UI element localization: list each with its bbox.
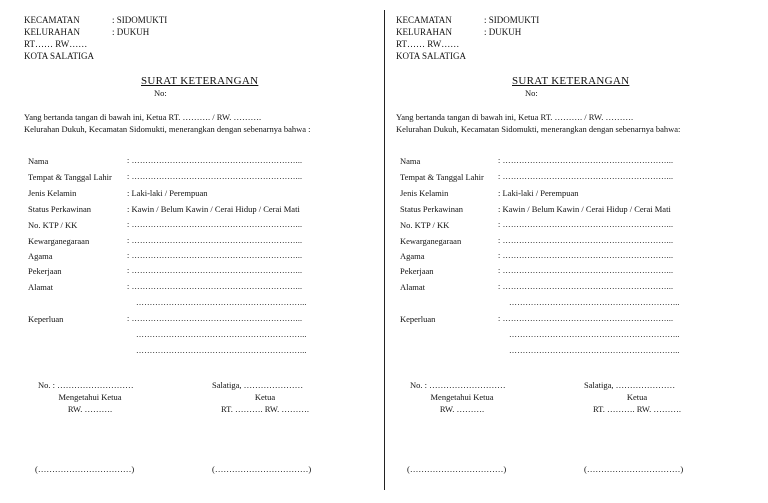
field-label-alamat: Alamat [400, 282, 426, 292]
field-value-alamat: : ……………………………………………………... [498, 282, 674, 291]
document-number: No: [525, 88, 538, 98]
signature-right-name: (……………………………) [212, 464, 312, 474]
intro-line-1: Yang bertanda tangan di bawah ini, Ketua RT. ………. / RW. ………. [396, 112, 634, 122]
field-value-keperluan-line-3: ……………………………………………………... [509, 346, 680, 355]
document-page-right [385, 0, 768, 503]
field-label-status: Status Perkawinan [400, 204, 464, 214]
kelurahan-value: : DUKUH [112, 27, 150, 37]
rt-rw-line: RT…… RW…… [396, 39, 460, 49]
kota-label: KOTA SALATIGA [396, 51, 467, 61]
signature-right-rt-rw: RT. ………. RW. ………. [220, 404, 310, 414]
field-value-ktp: : ……………………………………………………... [127, 220, 303, 229]
rt-rw-line: RT…… RW…… [24, 39, 88, 49]
field-label-jenis-kelamin: Jenis Kelamin [28, 188, 77, 198]
kelurahan-value: : DUKUH [484, 27, 522, 37]
signature-right-title: Ketua [626, 392, 648, 402]
kecamatan-value: : SIDOMUKTI [112, 15, 168, 25]
field-value-jenis-kelamin: : Laki-laki / Perempuan [127, 188, 208, 198]
field-value-agama: : ……………………………………………………... [498, 251, 674, 260]
kota-label: KOTA SALATIGA [24, 51, 95, 61]
field-value-pekerjaan: : ……………………………………………………... [498, 266, 674, 275]
field-value-alamat: : ……………………………………………………... [127, 282, 303, 291]
field-value-keperluan-line-3: ……………………………………………………... [136, 346, 307, 355]
field-label-pekerjaan: Pekerjaan [28, 266, 62, 276]
kecamatan-value: : SIDOMUKTI [484, 15, 540, 25]
field-label-keperluan: Keperluan [28, 314, 64, 324]
intro-line-1: Yang bertanda tangan di bawah ini, Ketua RT. ………. / RW. ………. [24, 112, 262, 122]
document-number: No: [154, 88, 167, 98]
field-value-jenis-kelamin: : Laki-laki / Perempuan [498, 188, 579, 198]
field-label-ttl: Tempat & Tanggal Lahir [400, 172, 484, 182]
field-value-nama: : ……………………………………………………... [127, 156, 303, 165]
field-value-status: : Kawin / Belum Kawin / Cerai Hidup / Cerai Mati [498, 204, 671, 214]
kelurahan-label: KELURAHAN [396, 27, 452, 37]
intro-line-2: Kelurahan Dukuh, Kecamatan Sidomukti, menerangkan dengan sebenarnya bahwa : [24, 124, 311, 134]
field-label-ttl: Tempat & Tanggal Lahir [28, 172, 112, 182]
signature-number: No. : ……………………… [410, 380, 506, 390]
letterhead [396, 14, 596, 62]
kelurahan-label: KELURAHAN [24, 27, 80, 37]
field-label-nama: Nama [400, 156, 421, 166]
field-value-keperluan-line-2: ……………………………………………………... [136, 330, 307, 339]
field-value-ktp: : ……………………………………………………... [498, 220, 674, 229]
signature-place-date: Salatiga, ………………… [212, 380, 304, 390]
field-value-keperluan: : ……………………………………………………... [127, 314, 303, 323]
field-value-keperluan-line-2: ……………………………………………………... [509, 330, 680, 339]
field-label-alamat: Alamat [28, 282, 54, 292]
field-value-status: : Kawin / Belum Kawin / Cerai Hidup / Cerai Mati [127, 204, 300, 214]
signature-left-title: Mengetahui Ketua [430, 392, 494, 402]
field-value-nama: : ……………………………………………………... [498, 156, 674, 165]
signature-right-name: (……………………………) [584, 464, 684, 474]
signature-left-rw: RW. ………. [439, 404, 485, 414]
document-title: SURAT KETERANGAN [141, 75, 259, 87]
signature-left-title: Mengetahui Ketua [58, 392, 122, 402]
field-label-agama: Agama [400, 251, 425, 261]
document-title: SURAT KETERANGAN [512, 75, 630, 87]
field-value-pekerjaan: : ……………………………………………………... [127, 266, 303, 275]
signature-number: No. : ……………………… [38, 380, 134, 390]
field-label-nama: Nama [28, 156, 49, 166]
signature-right-title: Ketua [254, 392, 276, 402]
field-label-pekerjaan: Pekerjaan [400, 266, 434, 276]
signature-left-name: (……………………………) [407, 464, 507, 474]
letterhead [24, 14, 224, 62]
signature-right-rt-rw: RT. ………. RW. ………. [592, 404, 682, 414]
field-label-keperluan: Keperluan [400, 314, 436, 324]
kecamatan-label: KECAMATAN [24, 15, 80, 25]
field-value-kewarganegaraan: : ……………………………………………………... [498, 236, 674, 245]
field-value-alamat-line-2: ……………………………………………………... [509, 298, 680, 307]
field-label-ktp: No. KTP / KK [28, 220, 78, 230]
field-label-kewarganegaraan: Kewarganegaraan [28, 236, 90, 246]
field-value-alamat-line-2: ……………………………………………………... [136, 298, 307, 307]
field-label-agama: Agama [28, 251, 53, 261]
field-value-agama: : ……………………………………………………... [127, 251, 303, 260]
field-value-keperluan: : ……………………………………………………... [498, 314, 674, 323]
field-label-kewarganegaraan: Kewarganegaraan [400, 236, 462, 246]
field-value-ttl: : ……………………………………………………... [127, 172, 303, 181]
field-label-status: Status Perkawinan [28, 204, 92, 214]
signature-left-name: (……………………………) [35, 464, 135, 474]
kecamatan-label: KECAMATAN [396, 15, 452, 25]
signature-place-date: Salatiga, ………………… [584, 380, 676, 390]
signature-left-rw: RW. ………. [67, 404, 113, 414]
field-label-ktp: No. KTP / KK [400, 220, 450, 230]
field-label-jenis-kelamin: Jenis Kelamin [400, 188, 449, 198]
field-value-kewarganegaraan: : ……………………………………………………... [127, 236, 303, 245]
intro-line-2: Kelurahan Dukuh, Kecamatan Sidomukti, menerangkan dengan sebenarnya bahwa: [396, 124, 681, 134]
field-value-ttl: : ……………………………………………………... [498, 172, 674, 181]
